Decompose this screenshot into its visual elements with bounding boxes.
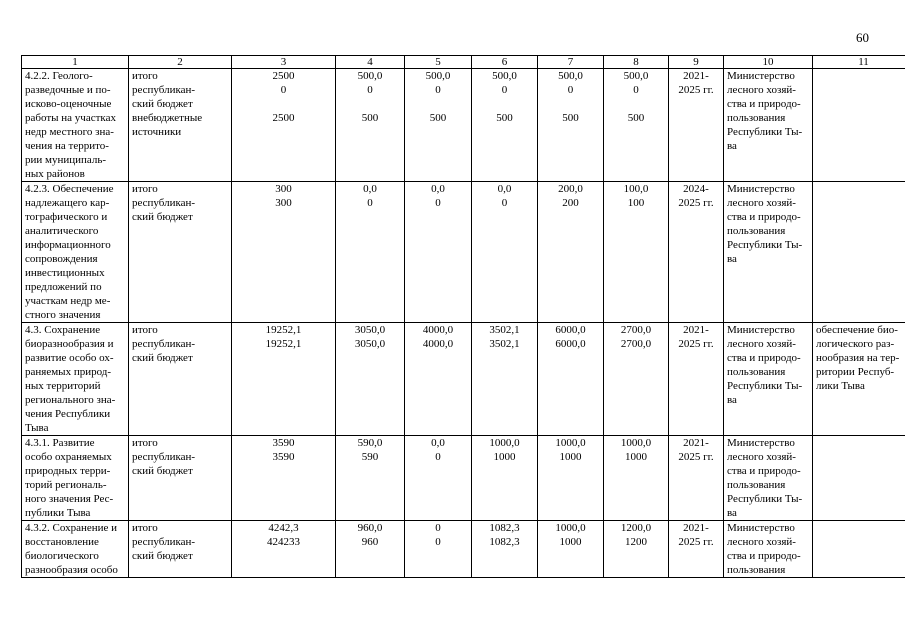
amount-value: 500,0: [558, 70, 583, 82]
period-cell: [669, 521, 724, 578]
amount-cell: [604, 323, 669, 436]
executor-cell: [724, 323, 813, 436]
amount-value: 0: [633, 84, 639, 96]
amount-cell: [405, 69, 472, 182]
period-line: 2024-: [683, 183, 709, 195]
funding-source: [132, 83, 228, 111]
column-number: 3: [232, 56, 336, 69]
amount-cell: [604, 436, 669, 521]
amount-value: 6000,0: [555, 324, 586, 336]
amount-value: 2700,0: [620, 338, 652, 350]
amount-value: 960,0: [357, 522, 383, 534]
amount-cell: [472, 436, 538, 521]
amount-value: 0: [501, 197, 508, 209]
amount-value: 500,0: [623, 70, 649, 82]
amount-cell: [472, 521, 538, 578]
activity-name-line: инвестиционных: [25, 267, 105, 279]
activity-name-line: 4.3.2. Сохранение и: [25, 522, 118, 534]
result-line: обеспечение био-: [816, 324, 898, 336]
executor-line: лесного хозяй-: [727, 536, 796, 548]
activity-name-cell: [22, 323, 129, 436]
activity-name-line: Тыва: [25, 422, 49, 434]
table-row: [22, 323, 905, 436]
amount-cell: [405, 323, 472, 436]
table-row: [22, 69, 905, 182]
activity-name-line: сопровождения: [25, 253, 98, 265]
amount-value: 3502,1: [489, 324, 520, 336]
activity-name-cell: [22, 69, 129, 182]
executor-line: пользования: [727, 564, 786, 576]
amount-value: 1000,0: [620, 437, 652, 449]
result-cell: [813, 182, 905, 323]
result-line: ритории Респуб-: [816, 366, 895, 378]
amount-cell: [232, 521, 336, 578]
executor-line: лесного хозяй-: [727, 338, 796, 350]
amount-value: 590,0: [357, 437, 383, 449]
table-row: [22, 521, 905, 578]
amount-value: 1000: [559, 451, 582, 463]
activity-name-line: предложений по: [25, 281, 102, 293]
amount-value: 100: [627, 197, 645, 209]
period-cell: [669, 69, 724, 182]
period-line: 2025 гг.: [678, 197, 714, 209]
activity-name-line: тографического и: [25, 211, 108, 223]
period-cell: [669, 436, 724, 521]
amount-cell: [538, 521, 604, 578]
column-number: 7: [538, 56, 604, 69]
amount-value: 3050,0: [354, 324, 386, 336]
period-cell: [669, 182, 724, 323]
activity-name-line: 4.2.3. Обеспечение: [25, 183, 114, 195]
funding-source: [132, 323, 228, 337]
executor-line: пользования: [727, 366, 786, 378]
activity-name-line: рии муниципаль-: [25, 154, 107, 166]
amount-value: 2500: [272, 112, 295, 124]
result-cell: [813, 69, 905, 182]
activity-name-line: ных территорий: [25, 380, 101, 392]
amount-value: 200,0: [558, 183, 583, 195]
activity-name-line: разнообразия особо: [25, 564, 118, 576]
amount-value: 0: [280, 84, 287, 96]
funding-source: [132, 182, 228, 196]
amount-value: 0: [501, 84, 508, 96]
funding-source-line: итого: [132, 324, 158, 336]
amount-value: 500: [429, 112, 447, 124]
amount-value: 0,0: [363, 183, 377, 195]
amount-cell: [472, 182, 538, 323]
amount-value: 1000: [559, 536, 582, 548]
amount-value: 500: [627, 112, 645, 124]
page-number: 60: [856, 30, 869, 45]
amount-value: 0: [367, 197, 373, 209]
amount-cell: [232, 182, 336, 323]
period-line: 2025 гг.: [678, 84, 714, 96]
activity-name-line: исково-оценочные: [25, 98, 112, 110]
funding-source-line: внебюджетные: [132, 112, 203, 124]
activity-name-line: природных терри-: [25, 465, 111, 477]
executor-line: пользования: [727, 225, 786, 237]
column-number: 10: [724, 56, 813, 69]
amount-value: 4000,0: [422, 324, 454, 336]
activity-name-line: информационного: [25, 239, 111, 251]
amount-value: 0: [435, 536, 441, 548]
amount-cell: [472, 69, 538, 182]
funding-source: [132, 535, 228, 563]
column-number: 2: [129, 56, 232, 69]
executor-line: лесного хозяй-: [727, 197, 796, 209]
amount-value: 300: [275, 197, 292, 209]
executor-line: лесного хозяй-: [727, 451, 796, 463]
amount-value: 0: [367, 84, 373, 96]
amount-cell: [405, 521, 472, 578]
amount-cell: [604, 521, 669, 578]
amount-cell: [232, 323, 336, 436]
amount-cell: [538, 69, 604, 182]
activity-name-line: чения на террито-: [25, 140, 109, 152]
funding-source-line: республикан-: [132, 84, 196, 96]
amount-value: 590: [361, 451, 379, 463]
executor-cell: [724, 69, 813, 182]
executor-line: ства и природо-: [727, 550, 801, 562]
funding-source-line: республикан-: [132, 536, 196, 548]
activity-name-line: разведочные и по-: [25, 84, 111, 96]
amount-value: 500,0: [492, 70, 517, 82]
amount-value: 500,0: [425, 70, 451, 82]
amount-value: 2700,0: [620, 324, 652, 336]
activity-name-line: ных районов: [25, 168, 85, 180]
activity-name-cell: [22, 521, 129, 578]
activity-name-line: стного значения: [25, 309, 101, 321]
amount-cell: [405, 436, 472, 521]
executor-cell: [724, 182, 813, 323]
amount-value: 1200,0: [620, 522, 652, 534]
amount-value: 0: [435, 197, 441, 209]
column-number: 5: [405, 56, 472, 69]
funding-source-line: республикан-: [132, 197, 196, 209]
amount-value: 0: [435, 84, 441, 96]
funding-source-cell: [129, 323, 232, 436]
amount-value: 1000,0: [555, 522, 586, 534]
amount-value: 0,0: [431, 183, 445, 195]
result-line: логического раз-: [816, 338, 895, 350]
executor-line: Министерство: [727, 183, 795, 195]
funding-source-line: ский бюджет: [132, 352, 193, 364]
funding-source: [132, 337, 228, 365]
amount-cell: [336, 521, 405, 578]
executor-line: лесного хозяй-: [727, 84, 796, 96]
period-cell: [669, 323, 724, 436]
funding-source-line: ский бюджет: [132, 211, 193, 223]
amount-value: 0: [435, 522, 441, 534]
activity-name-line: публики Тыва: [25, 507, 91, 519]
funding-source-line: республикан-: [132, 451, 196, 463]
amount-value: 1000: [493, 451, 516, 463]
amount-value: 3502,1: [489, 338, 520, 350]
amount-cell: [405, 182, 472, 323]
table-row: [22, 436, 905, 521]
amount-value: 1200: [625, 536, 647, 548]
funding-source: [132, 196, 228, 224]
funding-source-line: республикан-: [132, 338, 196, 350]
amount-value: 1000,0: [489, 437, 520, 449]
activity-name-line: 4.2.2. Геолого-: [25, 70, 93, 82]
executor-line: ства и природо-: [727, 211, 801, 223]
funding-source-cell: [129, 521, 232, 578]
executor-cell: [724, 521, 813, 578]
executor-line: Республики Ты-: [727, 493, 803, 505]
column-number: 4: [336, 56, 405, 69]
activity-name-cell: [22, 436, 129, 521]
table-row: [22, 182, 905, 323]
executor-line: ва: [727, 507, 737, 519]
amount-cell: [472, 323, 538, 436]
activity-name-cell: [22, 182, 129, 323]
amount-cell: [336, 69, 405, 182]
funding-source-cell: [129, 182, 232, 323]
activity-name-line: особо охраняемых: [25, 451, 112, 463]
funding-source-line: ский бюджет: [132, 465, 193, 477]
activity-name-line: аналитического: [25, 225, 99, 237]
executor-line: Республики Ты-: [727, 126, 803, 138]
amount-value: 3590: [272, 451, 295, 463]
result-cell: [813, 436, 905, 521]
amount-cell: [336, 323, 405, 436]
result-cell: [813, 323, 905, 436]
executor-line: пользования: [727, 479, 786, 491]
amount-value: 1000: [625, 451, 647, 463]
column-number-row: [22, 56, 905, 69]
amount-value: 0,0: [431, 437, 445, 449]
executor-line: Министерство: [727, 70, 795, 82]
activity-name-line: 4.3. Сохранение: [25, 324, 101, 336]
activity-name-line: надлежащего кар-: [25, 197, 110, 209]
executor-line: ства и природо-: [727, 98, 801, 110]
period-line: 2025 гг.: [678, 451, 714, 463]
amount-value: 1000,0: [555, 437, 586, 449]
amount-value: 19252,1: [265, 324, 302, 336]
executor-line: ства и природо-: [727, 352, 801, 364]
amount-value: 19252,1: [265, 338, 302, 350]
activity-name-line: торий региональ-: [25, 479, 107, 491]
column-number: 11: [813, 56, 905, 69]
funding-source-line: итого: [132, 70, 158, 82]
amount-cell: [604, 182, 669, 323]
program-table: [21, 55, 905, 578]
period-line: 2025 гг.: [678, 338, 714, 350]
amount-value: 500,0: [357, 70, 383, 82]
funding-source: [132, 111, 228, 139]
column-number: 6: [472, 56, 538, 69]
result-line: лики Тыва: [816, 380, 865, 392]
activity-name-line: участкам недр ме-: [25, 295, 111, 307]
amount-value: 500: [496, 112, 513, 124]
amount-value: 2500: [272, 70, 295, 82]
amount-value: 0,0: [497, 183, 512, 195]
activity-name-line: восстановление: [25, 536, 99, 548]
result-line: нообразия на тер-: [816, 352, 900, 364]
amount-value: 0: [567, 84, 574, 96]
executor-cell: [724, 436, 813, 521]
activity-name-line: регионального зна-: [25, 394, 116, 406]
amount-value: 300: [275, 183, 292, 195]
executor-line: ва: [727, 253, 737, 265]
amount-value: 3590: [272, 437, 295, 449]
funding-source-cell: [129, 436, 232, 521]
activity-name-line: чения Республики: [25, 408, 111, 420]
amount-cell: [604, 69, 669, 182]
executor-line: ства и природо-: [727, 465, 801, 477]
executor-line: Министерство: [727, 324, 795, 336]
amount-value: 4000,0: [422, 338, 454, 350]
activity-name-line: работы на участках: [25, 112, 116, 124]
amount-cell: [336, 182, 405, 323]
executor-line: Министерство: [727, 522, 795, 534]
activity-name-line: недр местного зна-: [25, 126, 114, 138]
funding-source-line: итого: [132, 437, 158, 449]
funding-source-line: ский бюджет: [132, 98, 193, 110]
funding-source-line: источники: [132, 126, 182, 138]
executor-line: пользования: [727, 112, 786, 124]
amount-cell: [232, 69, 336, 182]
executor-line: ва: [727, 140, 737, 152]
amount-value: 960: [361, 536, 379, 548]
amount-value: 3050,0: [354, 338, 386, 350]
activity-name-line: ного значения Рес-: [25, 493, 114, 505]
amount-value: 200: [562, 197, 579, 209]
column-number: 8: [604, 56, 669, 69]
funding-source-line: итого: [132, 183, 158, 195]
amount-value: 500: [562, 112, 579, 124]
amount-value: 6000,0: [555, 338, 586, 350]
executor-line: ва: [727, 394, 737, 406]
amount-cell: [538, 323, 604, 436]
amount-value: 100,0: [623, 183, 649, 195]
activity-name-line: раняемых природ-: [25, 366, 112, 378]
amount-cell: [232, 436, 336, 521]
executor-line: Республики Ты-: [727, 239, 803, 251]
funding-source-line: ский бюджет: [132, 550, 193, 562]
amount-value: 0: [435, 451, 441, 463]
column-number: 1: [22, 56, 129, 69]
amount-value: 1082,3: [489, 536, 520, 548]
period-line: 2021-: [683, 522, 709, 534]
activity-name-line: развитие особо ох-: [25, 352, 114, 364]
period-line: 2021-: [683, 70, 709, 82]
executor-line: Республики Ты-: [727, 380, 803, 392]
funding-source-line: итого: [132, 522, 158, 534]
funding-source: [132, 450, 228, 478]
amount-cell: [336, 436, 405, 521]
funding-source: [132, 69, 228, 83]
funding-source: [132, 521, 228, 535]
activity-name-line: биоразнообразия и: [25, 338, 114, 350]
column-number: 9: [669, 56, 724, 69]
activity-name-line: 4.3.1. Развитие: [25, 437, 95, 449]
activity-name-line: биологического: [25, 550, 99, 562]
amount-cell: [538, 182, 604, 323]
amount-value: 424233: [267, 536, 300, 548]
period-line: 2025 гг.: [678, 536, 714, 548]
amount-value: 1082,3: [489, 522, 520, 534]
executor-line: Министерство: [727, 437, 795, 449]
funding-source-cell: [129, 69, 232, 182]
period-line: 2021-: [683, 324, 709, 336]
funding-source: [132, 436, 228, 450]
amount-value: 4242,3: [268, 522, 299, 534]
result-cell: [813, 521, 905, 578]
period-line: 2021-: [683, 437, 709, 449]
amount-value: 500: [361, 112, 379, 124]
amount-cell: [538, 436, 604, 521]
